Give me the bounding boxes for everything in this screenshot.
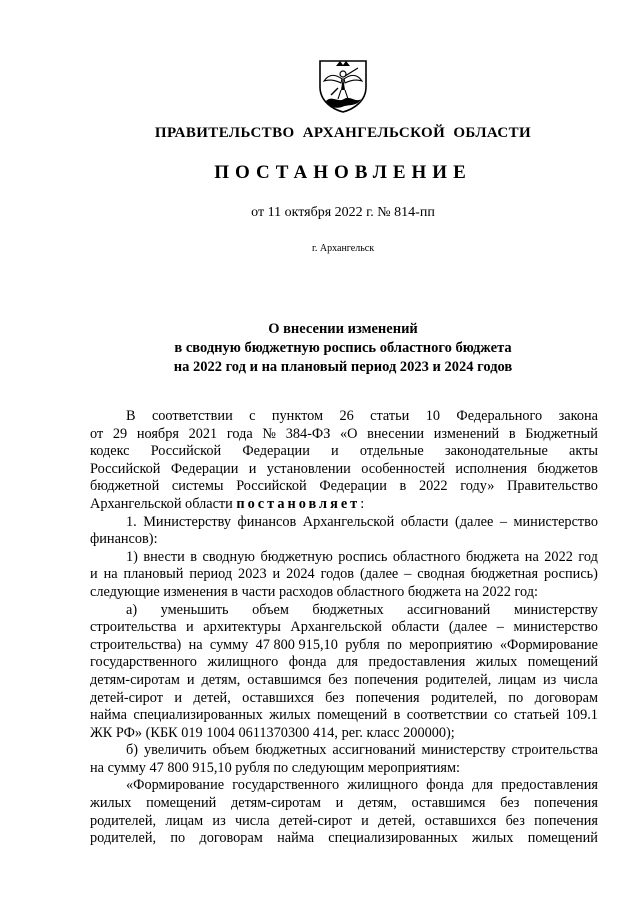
word: (далее xyxy=(455,513,494,530)
word: изменений xyxy=(433,425,500,442)
text-line xyxy=(90,690,598,708)
word: соответствии xyxy=(406,707,488,724)
word: области xyxy=(391,619,440,636)
word: Федерации xyxy=(319,478,387,495)
word: «О xyxy=(340,425,358,442)
word: министерство xyxy=(513,513,598,530)
word: – xyxy=(404,566,412,583)
word: детям, xyxy=(201,671,241,688)
word: договорам xyxy=(199,830,263,847)
word: и xyxy=(361,812,369,829)
word: по xyxy=(508,689,524,706)
word: объем xyxy=(252,601,289,618)
text-line xyxy=(90,549,598,567)
word: бюджетных xyxy=(312,601,384,618)
word: с xyxy=(249,408,256,424)
word: сумму xyxy=(209,636,249,653)
word: из xyxy=(542,671,557,688)
word: в xyxy=(508,425,516,442)
word: 384-ФЗ xyxy=(285,425,331,442)
text-line xyxy=(90,813,598,831)
word: период xyxy=(189,566,233,583)
word: отдельные xyxy=(359,443,424,460)
word: детям-сиротам xyxy=(230,795,321,812)
word: 2022 xyxy=(418,478,448,495)
text-line: ЖК РФ» (КБК 019 1004 0611370300 414, рег. класс 200000); xyxy=(90,724,455,741)
text-line xyxy=(90,707,598,725)
word: Правительство xyxy=(507,478,598,495)
word: строительства) xyxy=(90,636,182,653)
word: законодательные xyxy=(444,443,548,460)
arkhangelsk-coat-of-arms-icon xyxy=(314,57,372,113)
word: сводная xyxy=(417,566,465,583)
word: области xyxy=(400,513,449,530)
word: архитектуры xyxy=(203,619,281,636)
word: 10 xyxy=(425,408,441,424)
word: специализированных xyxy=(133,707,263,724)
word: закона xyxy=(558,408,598,424)
word: государственного xyxy=(232,777,340,794)
word: Российской xyxy=(90,460,161,477)
word: оставшимся xyxy=(247,671,322,688)
justified-lines xyxy=(90,408,598,496)
word: лицам xyxy=(498,671,537,688)
word: – xyxy=(499,513,507,530)
justified-lines xyxy=(90,549,598,584)
word: в xyxy=(399,478,407,495)
word: 2022 xyxy=(544,548,573,565)
word: найма xyxy=(90,707,127,724)
word: специализированных xyxy=(328,830,458,847)
justified-lines xyxy=(90,602,598,725)
word: (далее xyxy=(359,566,399,583)
word: для xyxy=(472,777,494,794)
subject-line: в сводную бюджетную роспись областного бюджета xyxy=(174,340,512,356)
word: и xyxy=(248,460,257,477)
word: 1) xyxy=(126,548,138,565)
text-line xyxy=(90,443,598,461)
word: и xyxy=(186,619,194,636)
word: Архангельской xyxy=(302,513,395,530)
word: найма xyxy=(277,830,315,847)
text-line xyxy=(90,461,598,479)
word: бюджетную xyxy=(260,548,333,565)
paragraph-preamble xyxy=(90,408,598,514)
word: ноября xyxy=(136,425,179,442)
text-line xyxy=(90,672,598,690)
text-line xyxy=(90,496,598,514)
word: попечения xyxy=(355,689,420,706)
word: договорам xyxy=(534,689,598,706)
word: сводную xyxy=(202,548,255,565)
text-line xyxy=(90,566,598,584)
word: жилищного xyxy=(207,654,279,671)
text-line xyxy=(90,478,598,496)
word: особенностей xyxy=(361,460,446,477)
text-fragment: : xyxy=(360,495,365,512)
word: 47 800 915,10 xyxy=(255,636,338,653)
word: на xyxy=(103,566,118,583)
word: (далее xyxy=(448,619,488,636)
word: детей, xyxy=(377,812,416,829)
word: в xyxy=(190,548,198,565)
text-line xyxy=(90,777,598,795)
word: из xyxy=(212,812,226,829)
word: «Формирование xyxy=(126,777,225,794)
paragraph-subitem-1 xyxy=(90,549,598,602)
word: без xyxy=(328,671,348,688)
text-line: на сумму 47 800 915,10 рубля по следующим мероприятиям: xyxy=(90,759,461,776)
paragraph-item-1 xyxy=(90,514,598,549)
text-line xyxy=(90,408,598,426)
paragraph-subitem-b xyxy=(90,742,598,777)
word: Архангельской xyxy=(290,619,382,636)
text-line xyxy=(90,654,598,672)
word: бюджетной xyxy=(90,478,160,495)
word: детям, xyxy=(357,795,397,812)
spaced-verb: постановляет xyxy=(236,495,361,512)
justified-lines xyxy=(90,777,598,847)
subject-line: О внесении изменений xyxy=(268,321,418,337)
word: ассигнований xyxy=(332,742,416,759)
word: плановый xyxy=(123,566,184,583)
word: годов xyxy=(320,566,355,583)
word: «Формирование xyxy=(499,636,598,653)
word: и xyxy=(335,795,344,812)
text-line xyxy=(90,514,598,532)
text-line xyxy=(90,742,598,760)
word: 26 xyxy=(339,408,354,424)
word: пунктом xyxy=(271,408,324,424)
word: исполнения xyxy=(455,460,528,477)
word: Федерации xyxy=(242,443,310,460)
word: и xyxy=(272,566,281,583)
word: государственного xyxy=(90,654,197,671)
government-title: ПРАВИТЕЛЬСТВО АРХАНГЕЛЬСКОЙ ОБЛАСТИ xyxy=(154,125,532,141)
word: без xyxy=(505,812,525,829)
justified-lines xyxy=(90,514,598,532)
word: бюджетных xyxy=(255,742,327,759)
word: роспись xyxy=(338,548,388,565)
text-line xyxy=(90,795,598,813)
word: № xyxy=(262,425,277,442)
word: и xyxy=(90,566,98,583)
word: и xyxy=(331,443,339,460)
text-line xyxy=(90,830,598,848)
word: родителей, xyxy=(90,812,157,829)
word: уменьшить xyxy=(160,601,229,618)
word: помещений xyxy=(527,830,598,847)
word: 2023 xyxy=(238,566,267,583)
word: числа xyxy=(234,812,270,829)
word: роспись) xyxy=(544,566,598,583)
word: министерству xyxy=(513,601,598,618)
document-type: ПОСТАНОВЛЕНИЕ xyxy=(214,162,472,183)
text-line xyxy=(90,602,598,620)
word: по xyxy=(387,636,402,653)
word: на xyxy=(188,636,203,653)
word: со xyxy=(493,707,508,724)
word: статьей xyxy=(513,707,560,724)
word: Министерству xyxy=(143,513,231,530)
word: Бюджетный xyxy=(525,425,598,442)
word: родителей, xyxy=(430,689,498,706)
word: попечения xyxy=(354,671,419,688)
word: без xyxy=(325,689,345,706)
word: и xyxy=(174,689,182,706)
word: а) xyxy=(126,601,138,618)
text-line xyxy=(90,637,598,655)
word: рубля xyxy=(345,636,380,653)
word: мероприятию xyxy=(409,636,493,653)
word: году» xyxy=(460,478,495,495)
word: в xyxy=(393,707,401,724)
text-line: финансов): xyxy=(90,531,158,548)
word: по xyxy=(170,830,186,847)
word: 1. xyxy=(126,513,137,530)
word: родителей, xyxy=(425,671,492,688)
word: попечения xyxy=(534,795,598,812)
word: 2024 xyxy=(286,566,315,583)
word: Российской xyxy=(150,443,222,460)
document-body xyxy=(90,408,598,848)
word: фонда xyxy=(426,777,464,794)
word: жилых xyxy=(472,830,514,847)
word: и xyxy=(186,671,195,688)
word: детям-сиротам xyxy=(90,671,180,688)
word: жилых xyxy=(269,707,311,724)
word: акты xyxy=(568,443,598,460)
text-line xyxy=(90,426,598,444)
word: числа xyxy=(563,671,598,688)
word: помещений xyxy=(146,795,217,812)
word: детей-сирот xyxy=(90,689,163,706)
paragraph-subitem-a xyxy=(90,602,598,743)
word: родителей, xyxy=(90,830,157,847)
text-fragment: Архангельской области xyxy=(90,495,237,512)
word: 109.1 xyxy=(565,707,598,724)
text-line: следующие изменения в части расходов областного бюджета на 2022 год: xyxy=(90,583,538,600)
word: министерству xyxy=(421,742,506,759)
document-subject xyxy=(0,320,640,377)
word: детей-сирот xyxy=(278,812,352,829)
word: бюджета xyxy=(466,548,520,565)
word: оставшимся xyxy=(411,795,486,812)
word: В xyxy=(126,408,136,424)
word: – xyxy=(496,619,504,636)
word: жилищного xyxy=(347,777,419,794)
word: финансов xyxy=(237,513,297,530)
word: министерство xyxy=(513,619,598,636)
word: оставшихся xyxy=(424,812,497,829)
word: попечения xyxy=(534,812,598,829)
word: жилых xyxy=(475,654,518,671)
word: год xyxy=(578,548,598,565)
word: строительства xyxy=(511,742,598,759)
word: системы xyxy=(171,478,224,495)
paragraph-activity xyxy=(90,777,598,847)
word: внесении xyxy=(367,425,425,442)
word: кодекс xyxy=(90,443,130,460)
word: оставшихся xyxy=(242,689,314,706)
word: областного xyxy=(392,548,461,565)
word: бюджетная xyxy=(470,566,539,583)
text-line xyxy=(90,619,598,637)
word: объем xyxy=(212,742,250,759)
word: фонда xyxy=(288,654,327,671)
word: соответствии xyxy=(151,408,233,424)
word: 29 xyxy=(112,425,128,442)
word: 2021 xyxy=(188,425,218,442)
word: на xyxy=(524,548,539,565)
subject-line: на 2022 год и на плановый период 2023 и 2024 годов xyxy=(173,359,513,375)
word: Федерального xyxy=(456,408,543,424)
word: строительства xyxy=(90,619,177,636)
word: установлении xyxy=(266,460,351,477)
word: бюджетов xyxy=(537,460,598,477)
word: увеличить xyxy=(143,742,207,759)
document-date-number: от 11 октября 2022 г. № 814-пп xyxy=(251,205,435,220)
word: внести xyxy=(143,548,185,565)
document-city: г. Архангельск xyxy=(311,243,375,254)
word: б) xyxy=(126,742,139,759)
word: от xyxy=(90,425,104,442)
word: жилых xyxy=(90,795,132,812)
word: предоставления xyxy=(501,777,598,794)
word: лицам xyxy=(165,812,204,829)
word: статьи xyxy=(370,408,410,424)
word: для xyxy=(336,654,358,671)
word: без xyxy=(500,795,520,812)
word: детей, xyxy=(193,689,231,706)
word: ассигнований xyxy=(407,601,491,618)
word: года xyxy=(226,425,253,442)
justified-lines xyxy=(90,742,598,760)
word: Российской xyxy=(236,478,307,495)
word: помещений xyxy=(527,654,598,671)
word: Федерации xyxy=(170,460,239,477)
word: предоставления xyxy=(368,654,466,671)
word: помещений xyxy=(317,707,388,724)
